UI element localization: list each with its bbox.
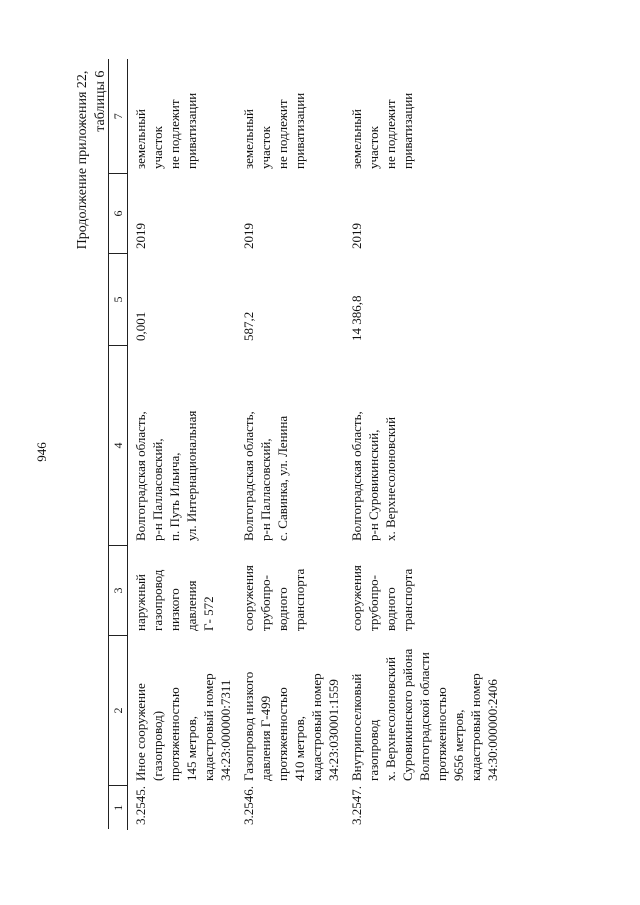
object-name-cell: Иное сооружение (газопровод) протяженностью 145 метров, кадастровый номер 34:23:000000:7311 [133,673,233,781]
note-cell: земельный участок не подлежит приватизации [241,92,307,169]
column-header: 2 [109,636,128,786]
row-number: 3.2547. [349,786,364,825]
column-header: 7 [109,60,128,174]
year-cell: 2019 [133,223,148,249]
year-cell: 2019 [241,223,256,249]
object-name-cell: Внутрипоселковый газопровод х. Верхнесолоновский Суровикинского района Волгоградской области протяженностью 9656 метров, кадастровый номер 34:30:000000:2406 [349,648,500,781]
area-cell: 0,001 [133,311,148,341]
object-type-cell: наружный газопровод низкого давления Г- 572 [133,569,216,631]
object-type-cell: сооружения трубопро- водного транспорта [349,565,415,631]
table-header-row [109,60,128,830]
area-cell: 587,2 [241,311,256,341]
continuation-line-1: Продолжение приложения 22, [75,70,90,250]
note-cell: земельный участок не подлежит приватизации [349,92,415,169]
continuation-note [74,71,110,250]
column-header: 4 [109,346,128,546]
column-header: 5 [109,254,128,346]
table-row [236,60,344,830]
area-cell: 14 386,8 [349,295,364,341]
column-header: 1 [109,786,128,830]
object-type-cell: сооружения трубопро- водного транспорта [241,565,307,631]
table-row [344,60,503,830]
note-cell: земельный участок не подлежит приватизации [133,92,199,169]
address-cell: Волгоградская область, р-н Палласовский, с. Савинка, ул. Ленина [241,411,290,541]
page-number: 946 [34,442,49,462]
year-cell: 2019 [349,223,364,249]
table-container [108,60,500,830]
continuation-line-2: таблицы 6 [93,70,108,132]
address-cell: Волгоградская область, р-н Палласовский, п. Путь Ильича, ул. Интернациональная [133,410,199,541]
address-cell: Волгоградская область, р-н Суровикинский, х. Верхнесолоновский [349,411,398,541]
column-header: 3 [109,546,128,636]
object-name-cell: Газопровод низкого давления Г-499 протяженностью 410 метров, кадастровый номер 34:23:030001:1559 [241,671,341,781]
row-number: 3.2546. [241,786,256,825]
table-row [128,60,237,830]
row-number: 3.2545. [133,786,148,825]
registry-table [108,60,503,831]
column-header: 6 [109,174,128,254]
